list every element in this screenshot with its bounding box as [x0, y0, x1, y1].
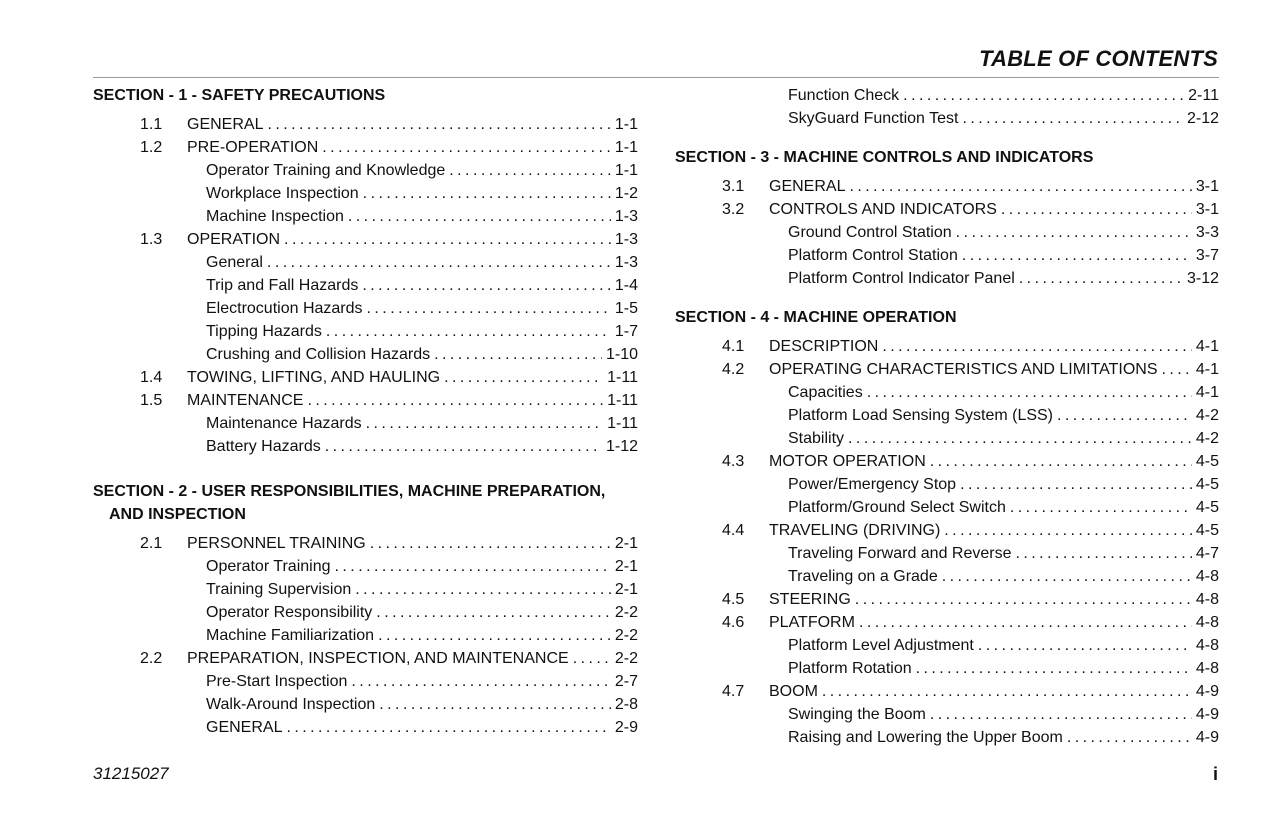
- toc-entry[interactable]: [675, 404, 1219, 427]
- toc-entry-page: 4-9: [1195, 706, 1219, 723]
- toc-entry[interactable]: [93, 532, 638, 555]
- dot-leader: [370, 532, 611, 555]
- toc-entry[interactable]: [675, 657, 1219, 680]
- toc-entry-page: 4-9: [1195, 729, 1219, 746]
- toc-entry-page: 4-2: [1195, 430, 1219, 447]
- toc-entry-line: [769, 175, 1219, 198]
- toc-entry-label: DESCRIPTION: [769, 338, 879, 355]
- dot-leader: [849, 175, 1191, 198]
- toc-entry-label: SkyGuard Function Test: [788, 110, 959, 127]
- toc-entry-line: [788, 221, 1219, 244]
- dot-leader: [434, 343, 602, 366]
- toc-entry-number: 1.2: [140, 139, 163, 156]
- toc-entry-line: [206, 624, 638, 647]
- dot-leader: [956, 221, 1192, 244]
- toc-entry-page: 4-1: [1195, 338, 1219, 355]
- toc-entry[interactable]: [93, 320, 638, 343]
- toc-entry[interactable]: [93, 251, 638, 274]
- toc-entry[interactable]: [93, 647, 638, 670]
- toc-entry[interactable]: [675, 358, 1219, 381]
- toc-list: [93, 113, 638, 458]
- toc-entry-label: Platform/Ground Select Switch: [788, 499, 1006, 516]
- toc-entry-label: Raising and Lowering the Upper Boom: [788, 729, 1063, 746]
- toc-entry[interactable]: [675, 267, 1219, 290]
- toc-entry[interactable]: [675, 175, 1219, 198]
- toc-entry[interactable]: [675, 244, 1219, 267]
- toc-entry[interactable]: [675, 542, 1219, 565]
- toc-entry-label: PRE-OPERATION: [187, 139, 319, 156]
- dot-leader: [355, 578, 611, 601]
- toc-entry-page: 1-2: [614, 185, 638, 202]
- toc-entry-number: 3.2: [722, 201, 745, 218]
- toc-entry-label: Battery Hazards: [206, 438, 321, 455]
- toc-entry-label: Swinging the Boom: [788, 706, 926, 723]
- toc-entry-line: [206, 251, 638, 274]
- toc-entry[interactable]: [93, 578, 638, 601]
- dot-leader: [267, 251, 611, 274]
- toc-entry-page: 1-5: [614, 300, 638, 317]
- toc-entry-page: 4-8: [1195, 591, 1219, 608]
- dot-leader: [362, 274, 611, 297]
- dot-leader: [942, 565, 1192, 588]
- toc-entry-line: [769, 519, 1219, 542]
- toc-entry-label: Platform Control Station: [788, 247, 958, 264]
- toc-entry[interactable]: [93, 412, 638, 435]
- dot-leader: [1019, 267, 1183, 290]
- toc-entry-label: Platform Load Sensing System (LSS): [788, 407, 1054, 424]
- toc-entry[interactable]: [675, 107, 1219, 130]
- toc-entry-number: 1.5: [140, 392, 163, 409]
- toc-entry-label: MOTOR OPERATION: [769, 453, 926, 470]
- toc-entry-line: [788, 542, 1219, 565]
- toc-entry[interactable]: [675, 450, 1219, 473]
- toc-entry-page: 4-2: [1195, 407, 1219, 424]
- toc-entry-number: 4.7: [722, 683, 745, 700]
- toc-entry-line: [788, 107, 1219, 130]
- toc-entry-label: Machine Inspection: [206, 208, 344, 225]
- toc-entry-label: Maintenance Hazards: [206, 415, 362, 432]
- dot-leader: [325, 435, 602, 458]
- toc-entry-label: Workplace Inspection: [206, 185, 359, 202]
- toc-entry-line: [769, 198, 1219, 221]
- section-heading[interactable]: SECTION - 2 - USER RESPONSIBILITIES, MACHINE PREPARATION, AND INSPECTION: [93, 483, 606, 523]
- toc-entry-label: TRAVELING (DRIVING): [769, 522, 941, 539]
- toc-entry-number: 1.1: [140, 116, 163, 133]
- toc-entry-page: 3-1: [1195, 201, 1219, 218]
- toc-entry-number: 4.5: [722, 591, 745, 608]
- dot-leader: [322, 136, 611, 159]
- toc-entry-line: [206, 601, 638, 624]
- toc-entry-page: 4-7: [1195, 545, 1219, 562]
- toc-entry-label: Ground Control Station: [788, 224, 952, 241]
- toc-entry-page: 1-1: [614, 162, 638, 179]
- toc-entry-label: OPERATING CHARACTERISTICS AND LIMITATIONS: [769, 361, 1158, 378]
- toc-entry-line: [187, 228, 638, 251]
- dot-leader: [859, 611, 1192, 634]
- toc-entry-page: 2-12: [1186, 110, 1219, 127]
- toc-entry-page: 2-2: [614, 604, 638, 621]
- toc-entry-line: [187, 366, 638, 389]
- toc-entry-line: [187, 647, 638, 670]
- dot-leader: [1016, 542, 1192, 565]
- toc-entry-label: BOOM: [769, 683, 818, 700]
- toc-entry-number: 4.3: [722, 453, 745, 470]
- toc-list: [675, 84, 1219, 130]
- toc-entry-label: Capacities: [788, 384, 863, 401]
- toc-entry[interactable]: [93, 389, 638, 412]
- toc-entry-number: 4.2: [722, 361, 745, 378]
- toc-entry-line: [206, 578, 638, 601]
- toc-entry-page: 4-5: [1195, 453, 1219, 470]
- toc-entry[interactable]: [675, 726, 1219, 749]
- dot-leader: [378, 624, 611, 647]
- toc-entry-page: 4-1: [1195, 384, 1219, 401]
- toc-entry-line: [769, 358, 1219, 381]
- dot-leader: [1010, 496, 1192, 519]
- toc-entry-line: [788, 565, 1219, 588]
- toc-entry-line: [206, 693, 638, 716]
- toc-entry-line: [788, 634, 1219, 657]
- toc-list: [675, 335, 1219, 749]
- toc-entry-label: Trip and Fall Hazards: [206, 277, 359, 294]
- toc-entry-line: [788, 473, 1219, 496]
- toc-entry-label: Platform Rotation: [788, 660, 912, 677]
- toc-entry-line: [769, 335, 1219, 358]
- toc-entry-line: [769, 611, 1219, 634]
- toc-entry-label: Operator Training and Knowledge: [206, 162, 446, 179]
- toc-entry-label: Operator Responsibility: [206, 604, 373, 621]
- dot-leader: [366, 412, 604, 435]
- toc-right-column: [675, 84, 1219, 749]
- toc-entry[interactable]: [93, 624, 638, 647]
- toc-entry-page: 3-3: [1195, 224, 1219, 241]
- toc-entry-line: [206, 412, 638, 435]
- toc-entry-label: Traveling on a Grade: [788, 568, 938, 585]
- toc-entry-line: [206, 297, 638, 320]
- dot-leader: [284, 228, 611, 251]
- toc-entry-label: Stability: [788, 430, 845, 447]
- toc-entry-line: [206, 670, 638, 693]
- dot-leader: [286, 716, 610, 739]
- toc-entry-page: 4-8: [1195, 660, 1219, 677]
- toc-entry-line: [788, 726, 1219, 749]
- toc-entry-line: [206, 716, 638, 739]
- page-title: TABLE OF CONTENTS: [979, 46, 1218, 71]
- dot-leader: [882, 335, 1192, 358]
- toc-entry-label: Platform Level Adjustment: [788, 637, 974, 654]
- toc-entry-page: 2-11: [1188, 87, 1219, 104]
- toc-entry[interactable]: [93, 182, 638, 205]
- toc-entry-number: 2.2: [140, 650, 163, 667]
- toc-entry-label: Platform Control Indicator Panel: [788, 270, 1015, 287]
- toc-list: [675, 175, 1219, 290]
- toc-entry-label: Machine Familiarization: [206, 627, 375, 644]
- toc-entry-page: 4-8: [1195, 568, 1219, 585]
- toc-entry-label: Traveling Forward and Reverse: [788, 545, 1012, 562]
- page-number: i: [1212, 764, 1218, 784]
- toc-entry[interactable]: [675, 611, 1219, 634]
- toc-entry-label: GENERAL: [187, 116, 264, 133]
- toc-entry-label: Training Supervision: [206, 581, 352, 598]
- toc-entry-line: [788, 267, 1219, 290]
- toc-entry[interactable]: [675, 565, 1219, 588]
- toc-entry-page: 4-9: [1195, 683, 1219, 700]
- toc-entry[interactable]: [93, 601, 638, 624]
- toc-entry[interactable]: [675, 588, 1219, 611]
- dot-leader: [1161, 358, 1191, 381]
- toc-entry-line: [206, 555, 638, 578]
- toc-entry-page: 1-11: [607, 415, 638, 432]
- toc-entry-page: 4-1: [1195, 361, 1219, 378]
- toc-entry-page: 1-7: [614, 323, 638, 340]
- toc-entry[interactable]: [93, 159, 638, 182]
- dot-leader: [944, 519, 1192, 542]
- toc-entry-line: [769, 588, 1219, 611]
- toc-entry-number: 2.1: [140, 535, 163, 552]
- dot-leader: [376, 601, 611, 624]
- dot-leader: [1057, 404, 1192, 427]
- toc-entry-page: 1-11: [607, 369, 638, 386]
- toc-entry-page: 1-1: [614, 116, 638, 133]
- toc-entry[interactable]: [93, 435, 638, 458]
- dot-leader: [930, 703, 1192, 726]
- toc-entry-line: [187, 532, 638, 555]
- toc-entry-page: 2-2: [614, 627, 638, 644]
- toc-entry[interactable]: [675, 84, 1219, 107]
- toc-entry-line: [769, 680, 1219, 703]
- dot-leader: [367, 297, 611, 320]
- toc-entry-line: [788, 84, 1219, 107]
- toc-entry-number: 1.3: [140, 231, 163, 248]
- toc-entry[interactable]: [93, 716, 638, 739]
- toc-entry[interactable]: [93, 136, 638, 159]
- toc-entry-label: PERSONNEL TRAINING: [187, 535, 366, 552]
- toc-entry-line: [187, 113, 638, 136]
- toc-entry[interactable]: [675, 335, 1219, 358]
- toc-entry[interactable]: [93, 670, 638, 693]
- dot-leader: [930, 450, 1192, 473]
- toc-entry-label: Crushing and Collision Hazards: [206, 346, 431, 363]
- toc-entry-label: Operator Training: [206, 558, 331, 575]
- dot-leader: [379, 693, 611, 716]
- toc-entry-page: 4-8: [1195, 614, 1219, 631]
- dot-leader: [267, 113, 610, 136]
- toc-entry[interactable]: [675, 427, 1219, 450]
- toc-entry-label: Pre-Start Inspection: [206, 673, 348, 690]
- toc-entry-line: [206, 343, 638, 366]
- toc-entry-line: [788, 404, 1219, 427]
- toc-entry[interactable]: [93, 228, 638, 251]
- toc-entry-page: 4-5: [1195, 499, 1219, 516]
- toc-entry-line: [187, 389, 638, 412]
- toc-entry[interactable]: [675, 519, 1219, 542]
- toc-entry-label: STEERING: [769, 591, 851, 608]
- toc-entry-page: 4-5: [1195, 476, 1219, 493]
- section-heading[interactable]: SECTION - 3 - MACHINE CONTROLS AND INDICATORS: [675, 149, 1094, 166]
- section-heading[interactable]: SECTION - 1 - SAFETY PRECAUTIONS: [93, 87, 386, 104]
- toc-entry-page: 2-2: [614, 650, 638, 667]
- toc-entry-page: 4-5: [1195, 522, 1219, 539]
- dot-leader: [867, 381, 1192, 404]
- toc-entry-page: 2-1: [614, 558, 638, 575]
- toc-entry[interactable]: [93, 366, 638, 389]
- toc-entry-number: 4.4: [722, 522, 745, 539]
- toc-entry-line: [769, 450, 1219, 473]
- toc-entry[interactable]: [675, 198, 1219, 221]
- toc-entry-page: 1-12: [605, 438, 638, 455]
- dot-leader: [335, 555, 611, 578]
- dot-leader: [903, 84, 1184, 107]
- toc-entry-line: [206, 320, 638, 343]
- toc-entry-line: [206, 159, 638, 182]
- toc-entry-label: PLATFORM: [769, 614, 855, 631]
- toc-entry[interactable]: [675, 703, 1219, 726]
- toc-entry-label: GENERAL: [206, 719, 283, 736]
- toc-entry[interactable]: [675, 496, 1219, 519]
- toc-entry-label: PREPARATION, INSPECTION, AND MAINTENANCE: [187, 650, 569, 667]
- dot-leader: [960, 473, 1192, 496]
- toc-entry[interactable]: [675, 473, 1219, 496]
- toc-entry-line: [187, 136, 638, 159]
- toc-entry-line: [788, 496, 1219, 519]
- toc-entry-label: MAINTENANCE: [187, 392, 304, 409]
- toc-left-column: [93, 84, 638, 739]
- toc-entry-page: 1-3: [614, 254, 638, 271]
- toc-entry[interactable]: [93, 205, 638, 228]
- toc-entry-line: [206, 274, 638, 297]
- toc-list: [93, 532, 638, 739]
- dot-leader: [916, 657, 1192, 680]
- dot-leader: [848, 427, 1192, 450]
- toc-entry-line: [788, 703, 1219, 726]
- toc-entry-page: 1-3: [614, 208, 638, 225]
- toc-entry-page: 1-4: [614, 277, 638, 294]
- section-heading[interactable]: SECTION - 4 - MACHINE OPERATION: [675, 309, 957, 326]
- toc-entry[interactable]: [93, 555, 638, 578]
- toc-entry-line: [206, 182, 638, 205]
- toc-entry-page: 2-1: [614, 581, 638, 598]
- dot-leader: [978, 634, 1192, 657]
- toc-entry[interactable]: [93, 274, 638, 297]
- dot-leader: [351, 670, 610, 693]
- toc-entry[interactable]: [675, 221, 1219, 244]
- dot-leader: [307, 389, 603, 412]
- dot-leader: [348, 205, 611, 228]
- toc-entry-number: 4.6: [722, 614, 745, 631]
- dot-leader: [1001, 198, 1192, 221]
- toc-entry-page: 1-11: [607, 392, 638, 409]
- toc-entry-line: [206, 205, 638, 228]
- toc-entry-page: 2-1: [614, 535, 638, 552]
- toc-entry[interactable]: [93, 343, 638, 366]
- toc-entry-label: Walk-Around Inspection: [206, 696, 376, 713]
- toc-entry[interactable]: [93, 693, 638, 716]
- toc-entry-label: OPERATION: [187, 231, 281, 248]
- toc-entry-page: 4-8: [1195, 637, 1219, 654]
- toc-entry-label: Power/Emergency Stop: [788, 476, 957, 493]
- toc-entry-label: Function Check: [788, 87, 900, 104]
- toc-entry-page: 3-1: [1195, 178, 1219, 195]
- dot-leader: [449, 159, 611, 182]
- toc-entry-number: 3.1: [722, 178, 745, 195]
- toc-entry-label: GENERAL: [769, 178, 846, 195]
- toc-entry-line: [788, 381, 1219, 404]
- toc-entry-page: 3-7: [1195, 247, 1219, 264]
- toc-entry-line: [788, 244, 1219, 267]
- toc-entry[interactable]: [675, 680, 1219, 703]
- toc-entry[interactable]: [93, 297, 638, 320]
- dot-leader: [822, 680, 1192, 703]
- toc-entry[interactable]: [675, 381, 1219, 404]
- dot-leader: [1067, 726, 1192, 749]
- toc-entry-number: 4.1: [722, 338, 745, 355]
- toc-entry-label: TOWING, LIFTING, AND HAULING: [187, 369, 441, 386]
- toc-entry[interactable]: [93, 113, 638, 136]
- toc-entry-label: General: [206, 254, 263, 271]
- toc-entry-page: 2-7: [614, 673, 638, 690]
- toc-entry-page: 1-10: [605, 346, 638, 363]
- toc-entry-page: 3-12: [1186, 270, 1219, 287]
- dot-leader: [855, 588, 1192, 611]
- toc-entry-line: [788, 657, 1219, 680]
- toc-entry-page: 2-8: [614, 696, 638, 713]
- document-number: 31215027: [93, 764, 169, 783]
- toc-entry-page: 2-9: [614, 719, 638, 736]
- dot-leader: [962, 244, 1192, 267]
- toc-entry-page: 1-1: [614, 139, 638, 156]
- dot-leader: [363, 182, 611, 205]
- toc-entry[interactable]: [675, 634, 1219, 657]
- toc-entry-line: [206, 435, 638, 458]
- toc-entry-line: [788, 427, 1219, 450]
- toc-entry-page: 1-3: [614, 231, 638, 248]
- dot-leader: [444, 366, 603, 389]
- header-rule: [93, 77, 1219, 78]
- toc-entry-number: 1.4: [140, 369, 163, 386]
- dot-leader: [573, 647, 611, 670]
- dot-leader: [962, 107, 1183, 130]
- toc-entry-label: Tipping Hazards: [206, 323, 322, 340]
- toc-entry-label: CONTROLS AND INDICATORS: [769, 201, 997, 218]
- toc-entry-label: Electrocution Hazards: [206, 300, 363, 317]
- dot-leader: [326, 320, 611, 343]
